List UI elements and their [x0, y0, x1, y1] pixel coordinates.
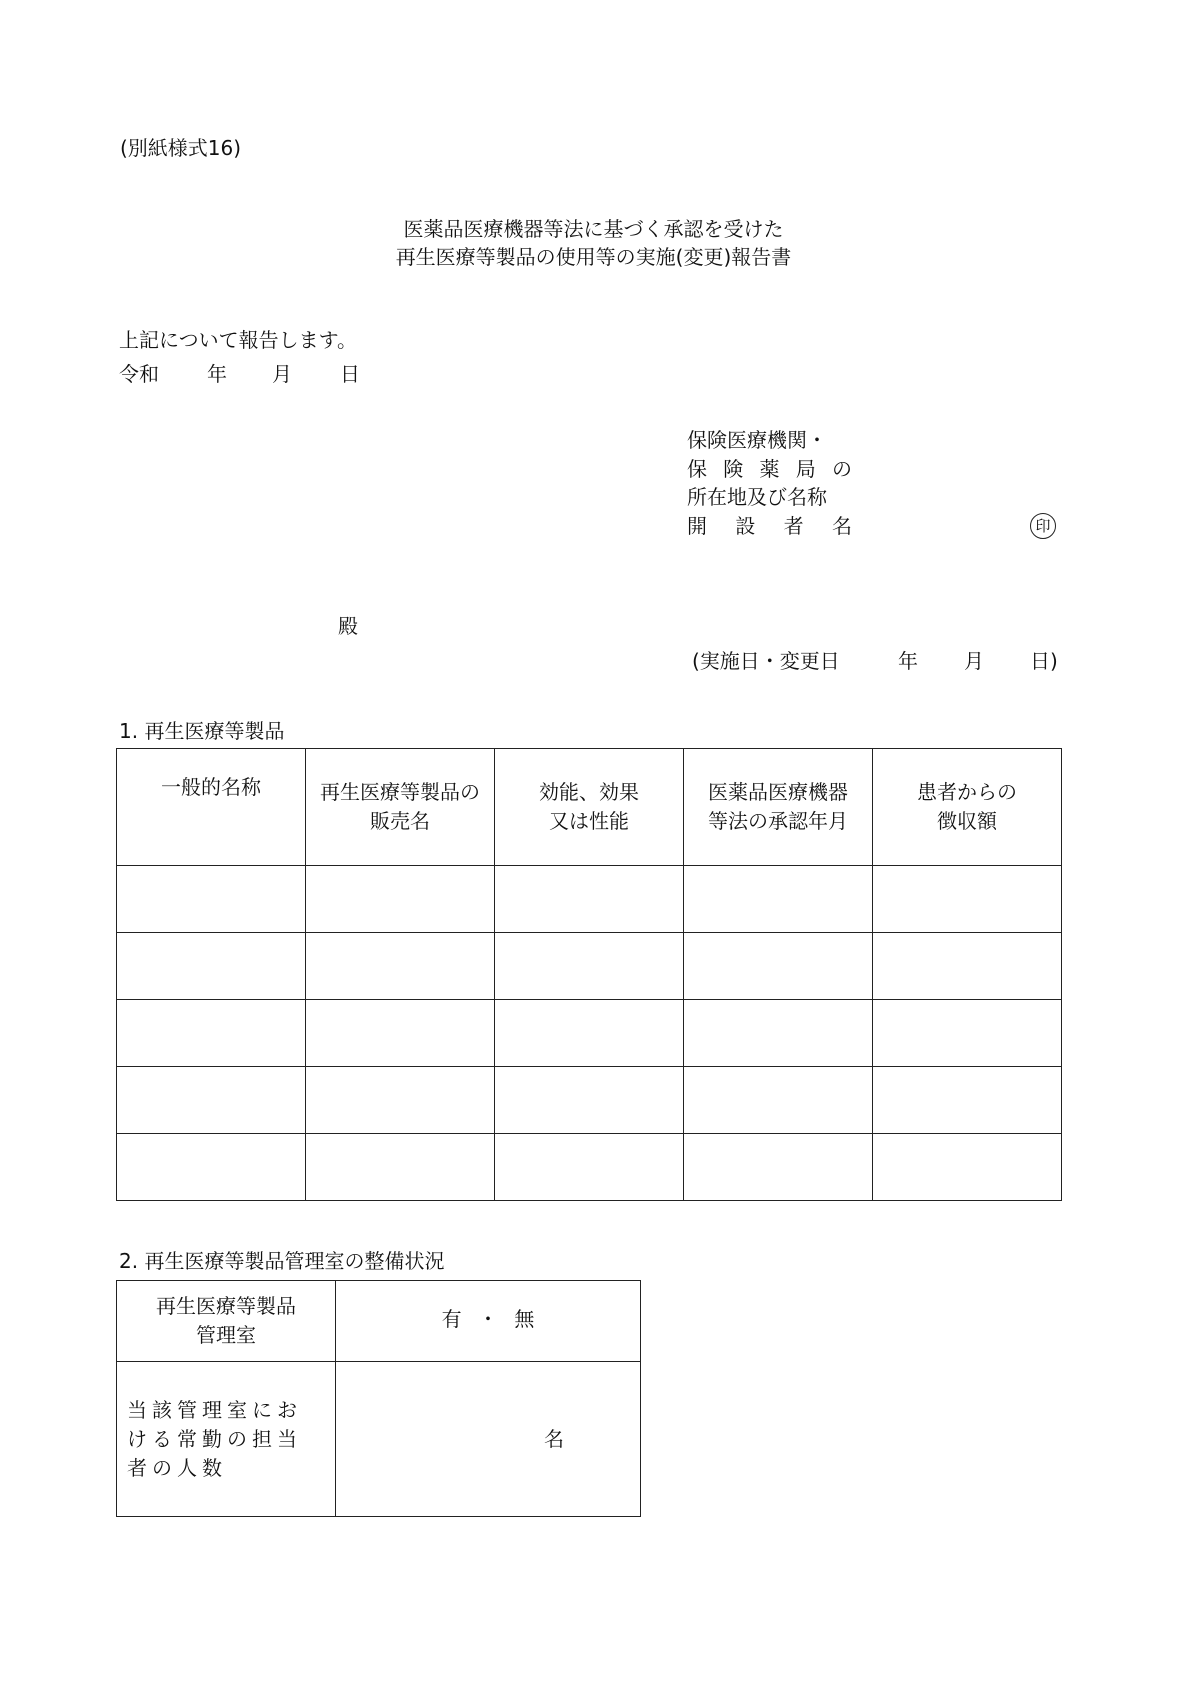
- cell[interactable]: [495, 1000, 684, 1067]
- cell[interactable]: [873, 866, 1062, 933]
- impl-date-prefix: (実施日・変更日: [692, 649, 840, 673]
- char: 局: [795, 457, 816, 481]
- char: 険: [723, 457, 744, 481]
- staff-count-value[interactable]: [336, 1362, 641, 1517]
- seal-mark: 印: [1030, 513, 1056, 539]
- cell[interactable]: [684, 1134, 873, 1201]
- cell[interactable]: [495, 866, 684, 933]
- room-label: 再生医療等製品 管理室: [117, 1281, 336, 1362]
- cell[interactable]: [306, 1134, 495, 1201]
- cell[interactable]: [684, 1067, 873, 1134]
- cell[interactable]: [684, 933, 873, 1000]
- cell[interactable]: [306, 1000, 495, 1067]
- cell[interactable]: [495, 933, 684, 1000]
- cell[interactable]: [495, 1134, 684, 1201]
- cell[interactable]: [873, 1067, 1062, 1134]
- table-row: [117, 1362, 641, 1517]
- cell[interactable]: [306, 1067, 495, 1134]
- management-room-table: [116, 1280, 641, 1517]
- col-header-approval-date: 医薬品医療機器 等法の承認年月: [684, 749, 873, 866]
- char: 薬: [759, 457, 780, 481]
- char: 者: [783, 514, 804, 538]
- table-header-row: [117, 749, 1062, 866]
- table-row: [117, 933, 1062, 1000]
- char: 保: [687, 457, 707, 481]
- date-year: 年: [207, 362, 227, 386]
- option-yes[interactable]: 有: [441, 1307, 462, 1331]
- cell[interactable]: [684, 1000, 873, 1067]
- unit-label: 名: [544, 1426, 564, 1451]
- cell[interactable]: [684, 866, 873, 933]
- option-no[interactable]: 無: [514, 1307, 535, 1331]
- section2-heading: 2. 再生医療等製品管理室の整備状況: [119, 1249, 445, 1273]
- room-availability[interactable]: [336, 1281, 641, 1362]
- staff-count-label: 当該管理室における常勤の担当者の人数: [117, 1362, 336, 1517]
- cell[interactable]: [873, 1134, 1062, 1201]
- applicant-line2: [687, 459, 852, 479]
- title-line1: 医薬品医療機器等法に基づく承認を受けた: [403, 217, 784, 241]
- table-row: [117, 866, 1062, 933]
- cell[interactable]: [117, 866, 306, 933]
- applicant-line3: 所在地及び名称: [687, 485, 827, 509]
- products-table: [116, 748, 1062, 1201]
- cell[interactable]: [873, 933, 1062, 1000]
- table-row: [117, 1000, 1062, 1067]
- col-header-brand-name: 再生医療等製品の 販売名: [306, 749, 495, 866]
- cell[interactable]: [117, 1067, 306, 1134]
- impl-date-year: 年: [898, 649, 918, 673]
- form-id: (別紙様式16): [120, 136, 242, 160]
- section1-heading: 1. 再生医療等製品: [119, 719, 285, 743]
- char: 名: [831, 514, 852, 538]
- applicant-line4: [687, 516, 852, 536]
- impl-date-month: 月: [964, 649, 984, 673]
- date-month: 月: [272, 362, 292, 386]
- addressee-suffix: 殿: [338, 614, 358, 638]
- col-header-generic-name: 一般的名称: [117, 749, 306, 866]
- char: 開: [687, 514, 707, 538]
- report-statement: 上記について報告します。: [119, 328, 357, 352]
- date-day: 日: [340, 362, 360, 386]
- applicant-line1: 保険医療機関・: [687, 428, 827, 452]
- separator: ・: [478, 1307, 498, 1331]
- cell[interactable]: [495, 1067, 684, 1134]
- table-row: [117, 1134, 1062, 1201]
- cell[interactable]: [117, 933, 306, 1000]
- cell[interactable]: [117, 1000, 306, 1067]
- date-era: 令和: [119, 362, 159, 386]
- cell[interactable]: [306, 933, 495, 1000]
- table-row: [117, 1281, 641, 1362]
- cell[interactable]: [306, 866, 495, 933]
- col-header-patient-fee: 患者からの 徴収額: [873, 749, 1062, 866]
- title-line2: 再生医療等製品の使用等の実施(変更)報告書: [395, 245, 792, 269]
- char: の: [832, 457, 852, 481]
- cell[interactable]: [117, 1134, 306, 1201]
- table-row: [117, 1067, 1062, 1134]
- cell[interactable]: [873, 1000, 1062, 1067]
- col-header-efficacy: 効能、効果 又は性能: [495, 749, 684, 866]
- impl-date-day: 日): [1030, 649, 1058, 673]
- char: 設: [735, 514, 756, 538]
